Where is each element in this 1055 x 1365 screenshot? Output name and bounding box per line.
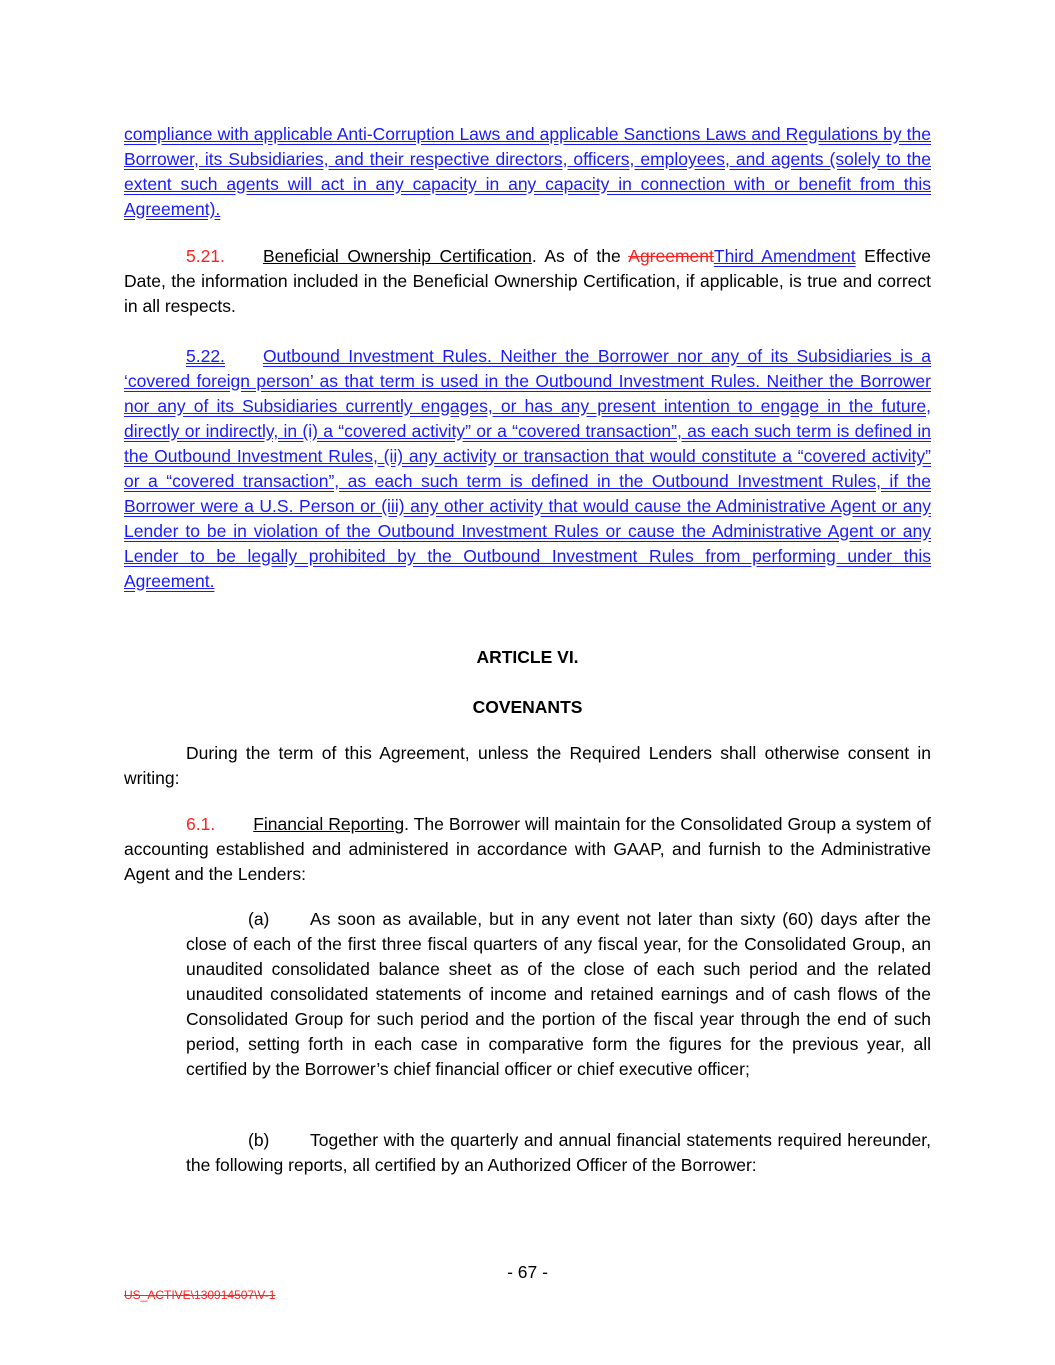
section-number: 5.21. (186, 246, 225, 266)
section-title: Beneficial Ownership Certification (262, 246, 532, 266)
continuation-paragraph: compliance with applicable Anti-Corruption Laws and applicable Sanctions Laws and Regulations by the Borrower, its Subsidiaries, and their respective directors, officers, employees, and agents (solely to the extent such agents will act in any capacity in any capacity in connection with or benefit from this Agreement). (124, 124, 931, 219)
clause-label: (a) (248, 909, 270, 929)
section-number: 6.1. (186, 814, 216, 834)
section-5-22-paragraph (124, 344, 931, 594)
intro-paragraph: During the term of this Agreement, unless the Required Lenders shall otherwise consent in writing: (124, 743, 931, 788)
deleted-text: Agreement (628, 246, 714, 266)
inserted-text: Third Amendment (713, 246, 856, 266)
section-number: 5.22. (186, 346, 225, 366)
clause-text: As soon as available, but in any event not later than sixty (60) days after the close of each of the first three fiscal quarters of any fiscal year, for the Consolidated Group, an unaudited consolidated balance sheet as of the close of each such period and the related unaudited consolidated statements of income and retained earnings and of cash flows of the Consolidated Group for such period and the portion of the fiscal year through the end of such period, setting forth in each case in comparative form the figures for the previous year, all certified by the Borrower’s chief financial officer or chief executive officer; (186, 909, 931, 1079)
section-title: Outbound Investment Rules. (262, 346, 492, 366)
article-title: COVENANTS (472, 697, 583, 717)
footer-document-id: US_ACTIVE\130914507\V-1 (124, 1288, 276, 1302)
clause-b-paragraph (186, 1128, 931, 1178)
page-number: - 67 - (507, 1262, 548, 1282)
section-title: Financial Reporting (253, 814, 405, 834)
article-number: ARTICLE VI. (476, 647, 579, 667)
section-body: . The Borrower will maintain for the Consolidated Group a system of accounting established and administered in accordance with GAAP, and furnish to the Administrative Agent and the Lenders: (124, 814, 931, 884)
clause-a-paragraph (186, 907, 931, 1082)
section-body: Neither the Borrower nor any of its Subsidiaries is a ‘covered foreign person’ as that term is used in the Outbound Investment Rules. Neither the Borrower nor any of its Subsidiaries currently engages, or has any present intention to engage in the future, directly or indirectly, in (i) a “covered activity” or a “covered transaction”, as each such term is defined in the Outbound Investment Rules, (ii) any activity or transaction that would constitute a “covered activity” or a “covered transaction”, as each such term is defined in the Outbound Investment Rules, if the Borrower were a U.S. Person or (iii) any other activity that would cause the Administrative Agent or any Lender to be in violation of the Outbound Investment Rules or cause the Administrative Agent or any Lender to be legally prohibited by the Outbound Investment Rules from performing under this Agreement. (124, 346, 932, 591)
section-5-21-paragraph: 5.21. Beneficial Ownership Certification. As of the AgreementThird Amendment Effective Date, the information included in the Beneficial Ownership Certification, if applicable, is true and correct in all respects. (124, 246, 931, 316)
clause-text: Together with the quarterly and annual financial statements required hereunder, the following reports, all certified by an Authorized Officer of the Borrower: (186, 1130, 931, 1175)
section-6-1-paragraph (124, 812, 931, 887)
clause-label: (b) (248, 1130, 270, 1150)
